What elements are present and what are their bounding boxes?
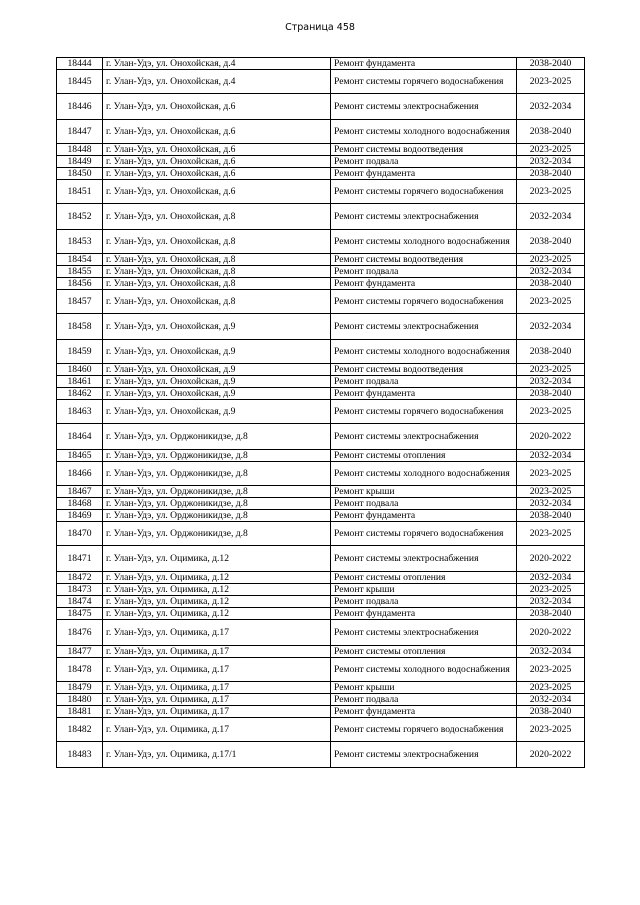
row-number-cell: 18471: [57, 546, 103, 572]
period-cell: 2038-2040: [517, 608, 585, 620]
work-type-cell: Ремонт системы отопления: [331, 572, 517, 584]
row-number-cell: 18470: [57, 522, 103, 546]
address-cell: г. Улан-Удэ, ул. Оцимика, д.17: [103, 718, 331, 742]
period-cell: 2023-2025: [517, 522, 585, 546]
table-row: [57, 314, 585, 340]
address-cell: г. Улан-Удэ, ул. Оцимика, д.12: [103, 572, 331, 584]
address-cell: г. Улан-Удэ, ул. Оцимика, д.17: [103, 646, 331, 658]
period-cell: 2032-2034: [517, 694, 585, 706]
row-number-cell: 18478: [57, 658, 103, 682]
address-cell: г. Улан-Удэ, ул. Орджоникидзе, д.8: [103, 510, 331, 522]
address-cell: г. Улан-Удэ, ул. Онохойская, д.9: [103, 340, 331, 364]
work-type-cell: Ремонт системы горячего водоснабжения: [331, 718, 517, 742]
table-row: [57, 168, 585, 180]
table-row: [57, 572, 585, 584]
row-number-cell: 18472: [57, 572, 103, 584]
table-row: [57, 646, 585, 658]
table-row: [57, 486, 585, 498]
row-number-cell: 18449: [57, 156, 103, 168]
address-cell: г. Улан-Удэ, ул. Оцимика, д.12: [103, 546, 331, 572]
period-cell: 2032-2034: [517, 94, 585, 120]
address-cell: г. Улан-Удэ, ул. Онохойская, д.9: [103, 314, 331, 340]
work-type-cell: Ремонт фундамента: [331, 510, 517, 522]
row-number-cell: 18474: [57, 596, 103, 608]
address-cell: г. Улан-Удэ, ул. Онохойская, д.6: [103, 156, 331, 168]
work-type-cell: Ремонт подвала: [331, 376, 517, 388]
work-type-cell: Ремонт системы электроснабжения: [331, 620, 517, 646]
table-row: [57, 376, 585, 388]
period-cell: 2038-2040: [517, 230, 585, 254]
table-row: [57, 522, 585, 546]
period-cell: 2032-2034: [517, 204, 585, 230]
period-cell: 2023-2025: [517, 144, 585, 156]
address-cell: г. Улан-Удэ, ул. Онохойская, д.9: [103, 400, 331, 424]
work-type-cell: Ремонт системы горячего водоснабжения: [331, 70, 517, 94]
address-cell: г. Улан-Удэ, ул. Орджоникидзе, д.8: [103, 486, 331, 498]
row-number-cell: 18477: [57, 646, 103, 658]
table-row: [57, 658, 585, 682]
row-number-cell: 18466: [57, 462, 103, 486]
work-type-cell: Ремонт подвала: [331, 156, 517, 168]
row-number-cell: 18456: [57, 278, 103, 290]
table-row: [57, 462, 585, 486]
work-type-cell: Ремонт системы горячего водоснабжения: [331, 522, 517, 546]
address-cell: г. Улан-Удэ, ул. Онохойская, д.4: [103, 58, 331, 70]
row-number-cell: 18463: [57, 400, 103, 424]
period-cell: 2038-2040: [517, 120, 585, 144]
period-cell: 2038-2040: [517, 58, 585, 70]
table-row: [57, 94, 585, 120]
work-type-cell: Ремонт подвала: [331, 498, 517, 510]
table-row: [57, 364, 585, 376]
address-cell: г. Улан-Удэ, ул. Онохойская, д.9: [103, 364, 331, 376]
row-number-cell: 18446: [57, 94, 103, 120]
table-row: [57, 58, 585, 70]
address-cell: г. Улан-Удэ, ул. Орджоникидзе, д.8: [103, 450, 331, 462]
period-cell: 2032-2034: [517, 376, 585, 388]
work-type-cell: Ремонт фундамента: [331, 388, 517, 400]
row-number-cell: 18455: [57, 266, 103, 278]
row-number-cell: 18454: [57, 254, 103, 266]
work-type-cell: Ремонт системы электроснабжения: [331, 742, 517, 768]
row-number-cell: 18482: [57, 718, 103, 742]
row-number-cell: 18448: [57, 144, 103, 156]
row-number-cell: 18459: [57, 340, 103, 364]
work-type-cell: Ремонт крыши: [331, 682, 517, 694]
period-cell: 2038-2040: [517, 168, 585, 180]
table-row: [57, 400, 585, 424]
work-type-cell: Ремонт подвала: [331, 694, 517, 706]
address-cell: г. Улан-Удэ, ул. Онохойская, д.8: [103, 266, 331, 278]
row-number-cell: 18462: [57, 388, 103, 400]
period-cell: 2032-2034: [517, 498, 585, 510]
row-number-cell: 18481: [57, 706, 103, 718]
table-row: [57, 546, 585, 572]
work-type-cell: Ремонт крыши: [331, 584, 517, 596]
row-number-cell: 18452: [57, 204, 103, 230]
period-cell: 2023-2025: [517, 462, 585, 486]
table-row: [57, 450, 585, 462]
address-cell: г. Улан-Удэ, ул. Орджоникидзе, д.8: [103, 424, 331, 450]
work-type-cell: Ремонт системы электроснабжения: [331, 204, 517, 230]
period-cell: 2023-2025: [517, 718, 585, 742]
row-number-cell: 18451: [57, 180, 103, 204]
address-cell: г. Улан-Удэ, ул. Орджоникидзе, д.8: [103, 462, 331, 486]
table-row: [57, 156, 585, 168]
table-row: [57, 498, 585, 510]
work-type-cell: Ремонт системы отопления: [331, 450, 517, 462]
address-cell: г. Улан-Удэ, ул. Оцимика, д.12: [103, 608, 331, 620]
period-cell: 2038-2040: [517, 278, 585, 290]
period-cell: 2032-2034: [517, 646, 585, 658]
period-cell: 2020-2022: [517, 620, 585, 646]
work-type-cell: Ремонт системы горячего водоснабжения: [331, 290, 517, 314]
period-cell: 2023-2025: [517, 180, 585, 204]
period-cell: 2020-2022: [517, 424, 585, 450]
period-cell: 2032-2034: [517, 572, 585, 584]
period-cell: 2023-2025: [517, 400, 585, 424]
row-number-cell: 18469: [57, 510, 103, 522]
page-header: Страница 458: [285, 22, 355, 33]
row-number-cell: 18479: [57, 682, 103, 694]
address-cell: г. Улан-Удэ, ул. Онохойская, д.8: [103, 278, 331, 290]
work-type-cell: Ремонт фундамента: [331, 608, 517, 620]
address-cell: г. Улан-Удэ, ул. Оцимика, д.17/1: [103, 742, 331, 768]
table-row: [57, 340, 585, 364]
row-number-cell: 18445: [57, 70, 103, 94]
work-type-cell: Ремонт фундамента: [331, 58, 517, 70]
work-type-cell: Ремонт фундамента: [331, 278, 517, 290]
address-cell: г. Улан-Удэ, ул. Онохойская, д.6: [103, 168, 331, 180]
work-type-cell: Ремонт фундамента: [331, 168, 517, 180]
period-cell: 2023-2025: [517, 70, 585, 94]
row-number-cell: 18465: [57, 450, 103, 462]
table-row: [57, 742, 585, 768]
period-cell: 2038-2040: [517, 706, 585, 718]
address-cell: г. Улан-Удэ, ул. Онохойская, д.8: [103, 204, 331, 230]
table-row: [57, 682, 585, 694]
address-cell: г. Улан-Удэ, ул. Оцимика, д.17: [103, 706, 331, 718]
table-row: [57, 596, 585, 608]
table-row: [57, 510, 585, 522]
address-cell: г. Улан-Удэ, ул. Онохойская, д.8: [103, 290, 331, 314]
address-cell: г. Улан-Удэ, ул. Онохойская, д.4: [103, 70, 331, 94]
work-type-cell: Ремонт системы электроснабжения: [331, 424, 517, 450]
table-row: [57, 278, 585, 290]
work-type-cell: Ремонт системы горячего водоснабжения: [331, 400, 517, 424]
address-cell: г. Улан-Удэ, ул. Онохойская, д.8: [103, 254, 331, 266]
row-number-cell: 18475: [57, 608, 103, 620]
work-type-cell: Ремонт системы водоотведения: [331, 254, 517, 266]
row-number-cell: 18453: [57, 230, 103, 254]
table-row: [57, 254, 585, 266]
row-number-cell: 18483: [57, 742, 103, 768]
work-type-cell: Ремонт системы электроснабжения: [331, 94, 517, 120]
work-type-cell: Ремонт подвала: [331, 266, 517, 278]
address-cell: г. Улан-Удэ, ул. Оцимика, д.17: [103, 658, 331, 682]
table-row: [57, 144, 585, 156]
period-cell: 2023-2025: [517, 682, 585, 694]
work-type-cell: Ремонт системы холодного водоснабжения: [331, 462, 517, 486]
row-number-cell: 18457: [57, 290, 103, 314]
address-cell: г. Улан-Удэ, ул. Онохойская, д.6: [103, 94, 331, 120]
table-row: [57, 718, 585, 742]
work-type-cell: Ремонт крыши: [331, 486, 517, 498]
row-number-cell: 18461: [57, 376, 103, 388]
table-row: [57, 706, 585, 718]
period-cell: 2023-2025: [517, 290, 585, 314]
period-cell: 2020-2022: [517, 546, 585, 572]
row-number-cell: 18460: [57, 364, 103, 376]
work-type-cell: Ремонт системы холодного водоснабжения: [331, 658, 517, 682]
table-row: [57, 608, 585, 620]
period-cell: 2023-2025: [517, 364, 585, 376]
work-type-cell: Ремонт системы водоотведения: [331, 144, 517, 156]
row-number-cell: 18450: [57, 168, 103, 180]
repair-schedule-table: [56, 57, 585, 768]
work-type-cell: Ремонт системы электроснабжения: [331, 546, 517, 572]
period-cell: 2032-2034: [517, 314, 585, 340]
work-type-cell: Ремонт системы водоотведения: [331, 364, 517, 376]
row-number-cell: 18480: [57, 694, 103, 706]
row-number-cell: 18468: [57, 498, 103, 510]
table-row: [57, 204, 585, 230]
period-cell: 2032-2034: [517, 596, 585, 608]
address-cell: г. Улан-Удэ, ул. Оцимика, д.17: [103, 694, 331, 706]
table-body: [57, 58, 585, 768]
address-cell: г. Улан-Удэ, ул. Оцимика, д.12: [103, 584, 331, 596]
address-cell: г. Улан-Удэ, ул. Онохойская, д.9: [103, 376, 331, 388]
row-number-cell: 18467: [57, 486, 103, 498]
work-type-cell: Ремонт системы холодного водоснабжения: [331, 230, 517, 254]
table-row: [57, 290, 585, 314]
row-number-cell: 18473: [57, 584, 103, 596]
table-row: [57, 180, 585, 204]
period-cell: 2020-2022: [517, 742, 585, 768]
table-row: [57, 620, 585, 646]
row-number-cell: 18444: [57, 58, 103, 70]
row-number-cell: 18458: [57, 314, 103, 340]
work-type-cell: Ремонт системы горячего водоснабжения: [331, 180, 517, 204]
period-cell: 2038-2040: [517, 340, 585, 364]
work-type-cell: Ремонт системы электроснабжения: [331, 314, 517, 340]
period-cell: 2023-2025: [517, 254, 585, 266]
work-type-cell: Ремонт системы холодного водоснабжения: [331, 120, 517, 144]
work-type-cell: Ремонт системы холодного водоснабжения: [331, 340, 517, 364]
address-cell: г. Улан-Удэ, ул. Оцимика, д.17: [103, 682, 331, 694]
table-row: [57, 70, 585, 94]
period-cell: 2023-2025: [517, 584, 585, 596]
address-cell: г. Улан-Удэ, ул. Оцимика, д.17: [103, 620, 331, 646]
table-row: [57, 266, 585, 278]
period-cell: 2032-2034: [517, 266, 585, 278]
table-row: [57, 424, 585, 450]
period-cell: 2032-2034: [517, 450, 585, 462]
address-cell: г. Улан-Удэ, ул. Онохойская, д.6: [103, 120, 331, 144]
period-cell: 2032-2034: [517, 156, 585, 168]
address-cell: г. Улан-Удэ, ул. Оцимика, д.12: [103, 596, 331, 608]
address-cell: г. Улан-Удэ, ул. Орджоникидзе, д.8: [103, 522, 331, 546]
work-type-cell: Ремонт фундамента: [331, 706, 517, 718]
address-cell: г. Улан-Удэ, ул. Онохойская, д.9: [103, 388, 331, 400]
work-type-cell: Ремонт подвала: [331, 596, 517, 608]
address-cell: г. Улан-Удэ, ул. Онохойская, д.6: [103, 180, 331, 204]
address-cell: г. Улан-Удэ, ул. Орджоникидзе, д.8: [103, 498, 331, 510]
table-row: [57, 230, 585, 254]
address-cell: г. Улан-Удэ, ул. Онохойская, д.8: [103, 230, 331, 254]
row-number-cell: 18476: [57, 620, 103, 646]
work-type-cell: Ремонт системы отопления: [331, 646, 517, 658]
period-cell: 2038-2040: [517, 388, 585, 400]
row-number-cell: 18464: [57, 424, 103, 450]
table-row: [57, 694, 585, 706]
period-cell: 2038-2040: [517, 510, 585, 522]
table-row: [57, 388, 585, 400]
address-cell: г. Улан-Удэ, ул. Онохойская, д.6: [103, 144, 331, 156]
period-cell: 2023-2025: [517, 658, 585, 682]
table-row: [57, 584, 585, 596]
row-number-cell: 18447: [57, 120, 103, 144]
table-row: [57, 120, 585, 144]
period-cell: 2023-2025: [517, 486, 585, 498]
